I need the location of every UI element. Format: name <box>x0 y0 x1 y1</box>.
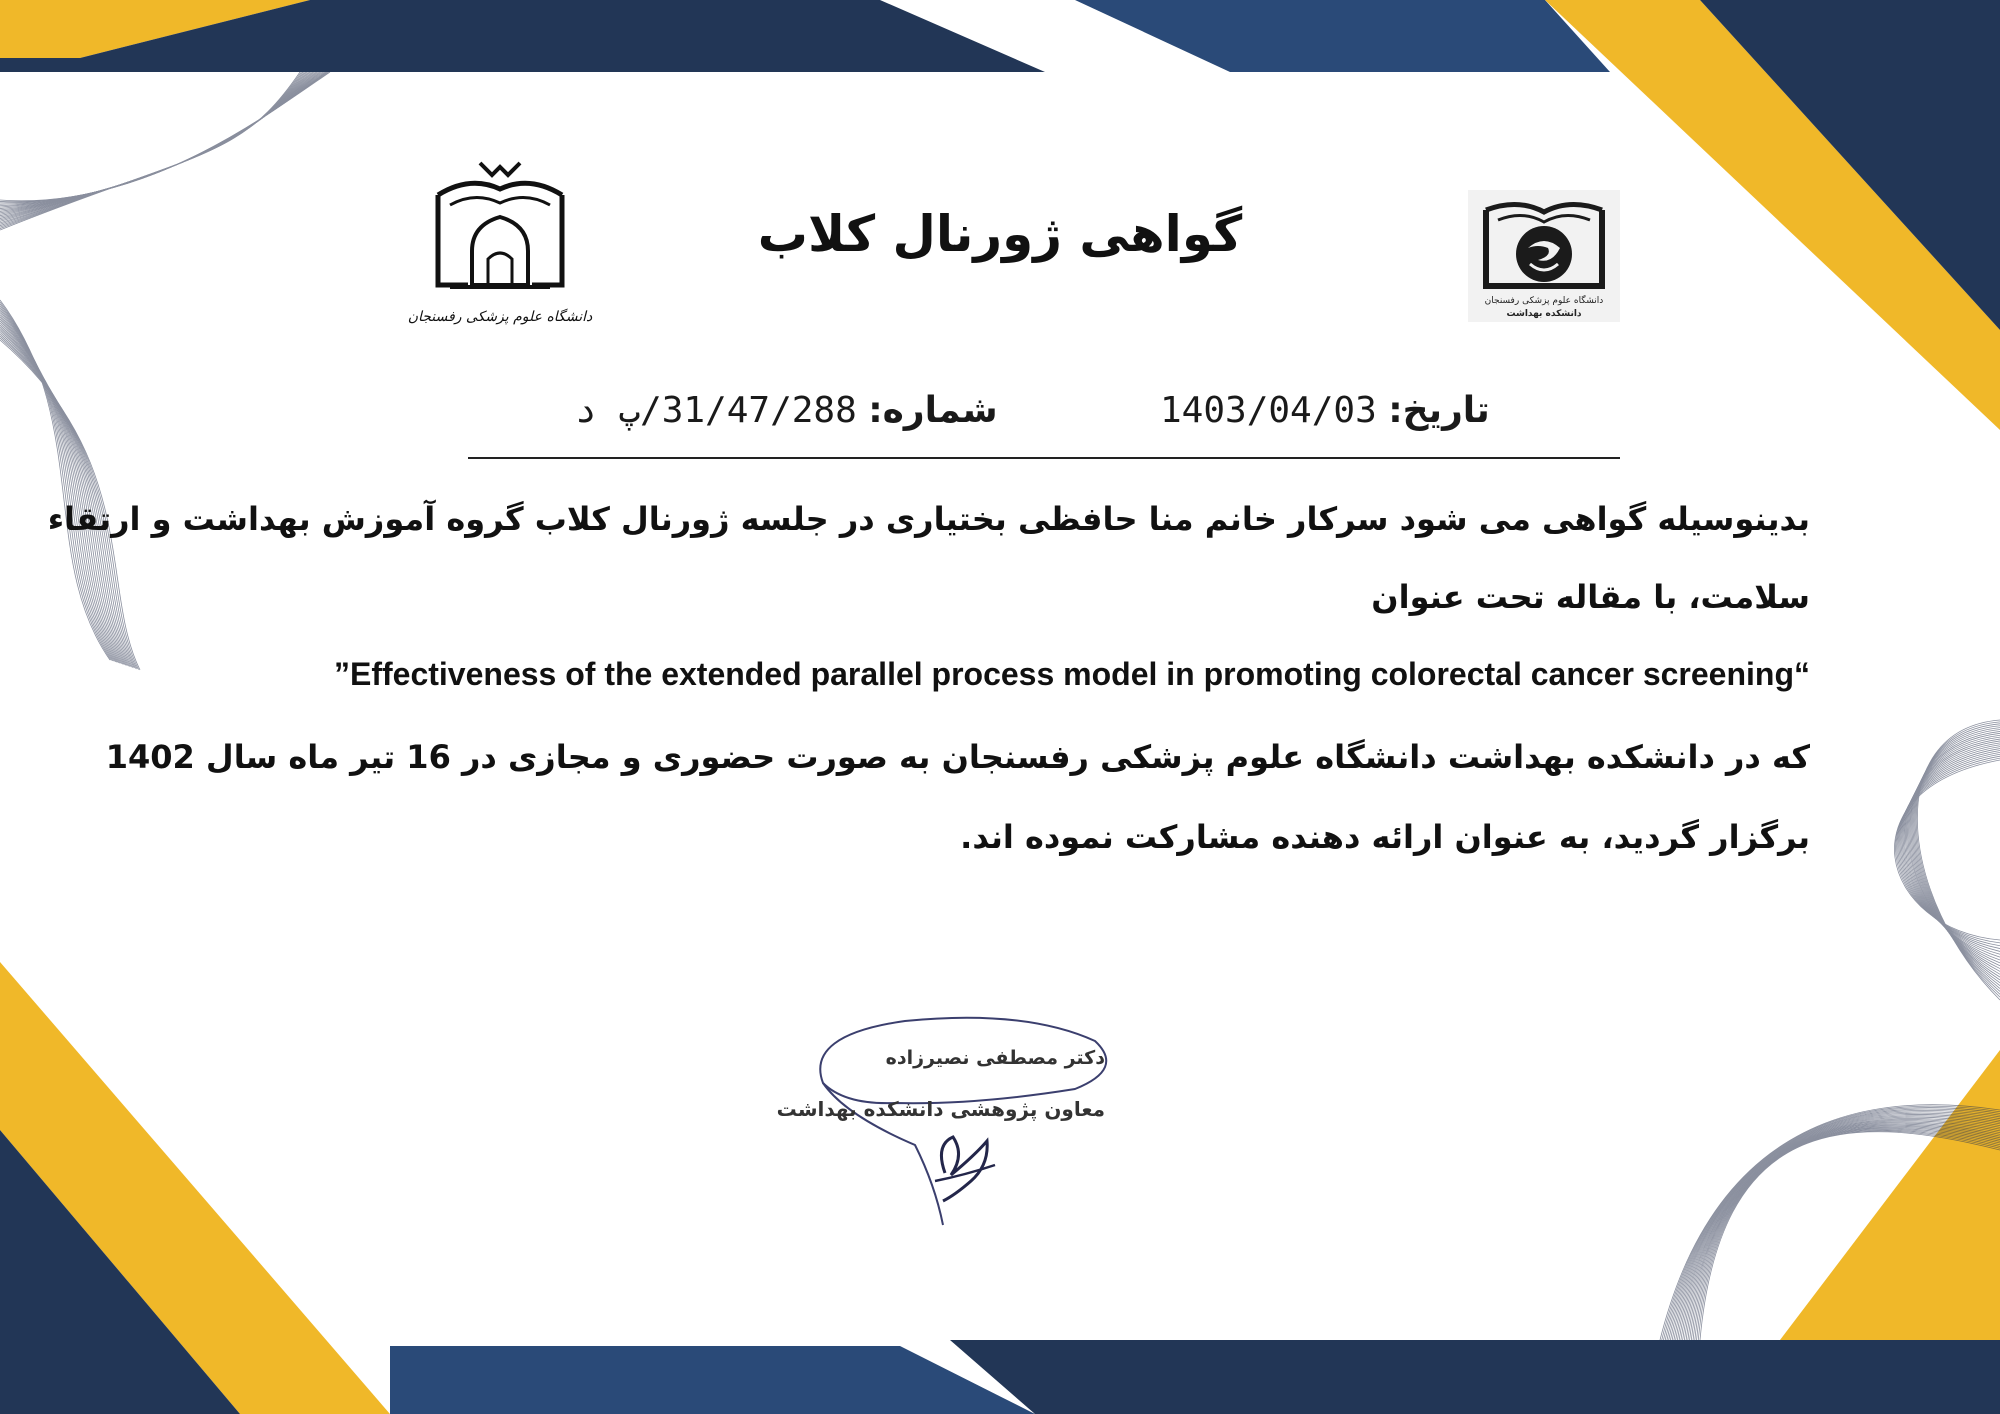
wave-line <box>0 327 130 667</box>
wave-line <box>0 72 316 214</box>
wave-line <box>0 306 114 662</box>
bottom-right-navy-band <box>950 1340 2000 1414</box>
wave-line <box>0 72 321 209</box>
wave-line <box>0 72 309 221</box>
wave-line <box>0 72 314 216</box>
bottom-center-blue-band <box>390 1346 1035 1414</box>
faculty-of-health-logo <box>1468 190 1620 322</box>
wave-line <box>0 72 329 202</box>
top-center-blue-band <box>1075 0 1610 72</box>
wave-line <box>0 72 310 220</box>
wave-line <box>0 72 327 203</box>
issue-date-value: 1403/04/03 <box>1160 390 1377 431</box>
wave-line <box>0 310 117 663</box>
issue-date-label: تاریخ: <box>1388 390 1490 431</box>
certificate-body-line-3: که در دانشکده بهداشت دانشگاه علوم پزشکی رفسنجان به صورت حضوری و مجازی در 16 تیر ماه سال 1402 <box>105 738 1810 776</box>
wave-line <box>0 319 124 665</box>
reference-number-value: 31/47/288/پ د <box>575 390 857 431</box>
certificate-body-line-1: بدینوسیله گواهی می شود سرکار خانم منا حافظی بختیاری در جلسه ژورنال کلاب گروه آموزش بهداشت و ارتقاء <box>47 500 1810 538</box>
wave-line <box>0 315 121 664</box>
wave-line <box>0 72 313 217</box>
wave-line <box>0 72 311 219</box>
faculty-logo-caption-line1: دانشگاه علوم پزشکی رفسنجان <box>1484 296 1604 306</box>
university-logo <box>407 155 593 335</box>
certificate-title: گواهی ژورنال کلاب <box>757 205 1243 263</box>
university-logo-caption: دانشگاه علوم پزشکی رفسنجان <box>407 309 593 325</box>
wave-line <box>0 72 317 213</box>
wave-line <box>0 72 319 211</box>
wave-line <box>0 325 129 666</box>
certificate-body-line-2: سلامت، با مقاله تحت عنوان <box>1371 578 1810 616</box>
wave-line <box>0 311 119 662</box>
wave-line <box>1897 756 2000 946</box>
header-divider <box>468 457 1620 459</box>
wave-line <box>0 72 326 204</box>
certificate-body-line-4: برگزار گردید، به عنوان ارائه دهنده مشارکت نموده اند. <box>960 818 1810 856</box>
article-title: ”Effectiveness of the extended parallel process model in promoting colorectal cancer screening“ <box>334 656 1810 692</box>
signatory-role: معاون پژوهشی دانشکده بهداشت <box>776 1097 1105 1121</box>
signature-stamp <box>775 1005 1135 1235</box>
wave-line <box>0 72 320 210</box>
bottom-right-gold-band <box>1780 1050 2000 1340</box>
wave-line <box>0 72 324 206</box>
reference-number-label: شماره: <box>868 390 998 431</box>
wave-line <box>0 72 330 201</box>
wave-line <box>0 72 323 207</box>
wave-line <box>1900 750 2000 954</box>
reference-number <box>575 390 998 431</box>
signatory-name: دکتر مصطفی نصیرزاده <box>885 1047 1105 1069</box>
wave-line <box>1912 730 2000 986</box>
wave-line <box>1916 722 2000 997</box>
faculty-logo-caption-line2: دانشکده بهداشت <box>1506 309 1582 319</box>
issue-date <box>1160 390 1490 431</box>
wave-line <box>1914 726 2000 992</box>
